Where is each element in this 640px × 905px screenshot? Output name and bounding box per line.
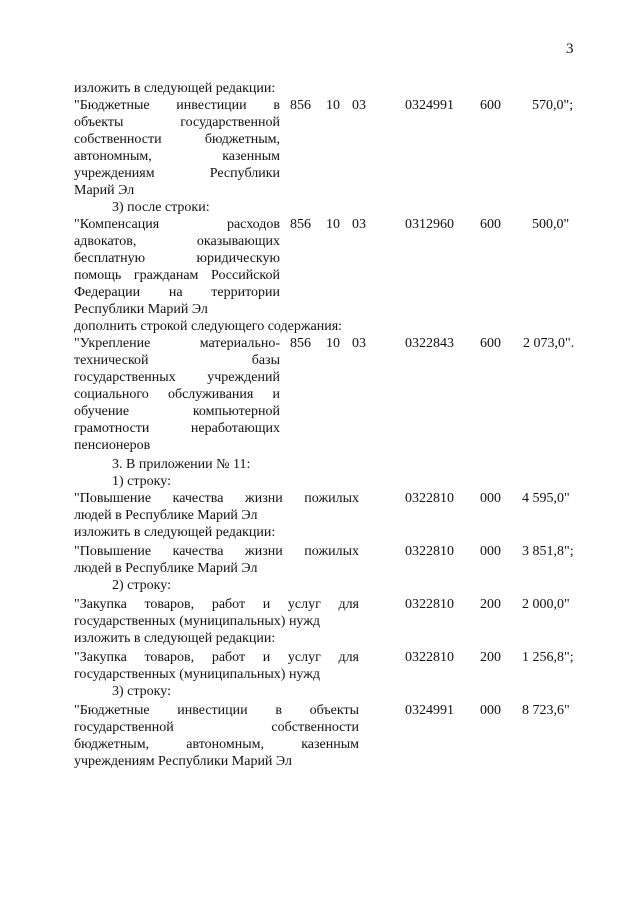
name-line: "Компенсация расходов [74, 217, 280, 232]
article-code: 0324991 [405, 703, 454, 718]
name-line: обучение компьютерной [74, 404, 280, 419]
section-code: 10 [326, 98, 340, 113]
sub-item-label: 1) строку: [112, 474, 171, 489]
article-code: 0322810 [405, 650, 454, 665]
expense-type-code: 000 [480, 491, 501, 506]
name-line: бюджетным, автономным, казенным [74, 737, 359, 752]
sub-item-label: 2) строку: [112, 578, 171, 593]
name-line: людей в Республике Марий Эл [74, 561, 258, 576]
amount-value: 8 723,6" [522, 703, 570, 718]
name-line: помощь гражданам Российской [74, 268, 280, 283]
name-line: собственности бюджетным, [74, 132, 280, 147]
name-line: адвокатов, оказывающих [74, 234, 280, 249]
intro-text: изложить в следующей редакции: [74, 81, 276, 96]
article-code: 0322810 [405, 491, 454, 506]
expense-type-code: 600 [480, 336, 501, 351]
ministry-code: 856 [290, 336, 311, 351]
name-line: "Повышение качества жизни пожилых [74, 491, 359, 506]
article-code: 0324991 [405, 98, 454, 113]
name-line: пенсионеров [74, 438, 151, 453]
name-line: "Закупка товаров, работ и услуг для [74, 597, 359, 612]
name-line: государственных (муниципальных) нужд [74, 614, 321, 629]
intro-text: 3) после строки: [112, 200, 210, 215]
article-code: 0322810 [405, 597, 454, 612]
name-line: технической базы [74, 353, 280, 368]
amount-value: 570,0"; [532, 98, 574, 113]
name-line: Республики Марий Эл [74, 302, 208, 317]
name-line: Федерации на территории [74, 285, 280, 300]
name-line: Марий Эл [74, 183, 135, 198]
expense-type-code: 000 [480, 544, 501, 559]
amount-value: 500,0" [532, 217, 570, 232]
ministry-code: 856 [290, 217, 311, 232]
name-line: государственных учреждений [74, 370, 280, 385]
amount-value: 2 073,0". [523, 336, 575, 351]
article-code: 0312960 [405, 217, 454, 232]
name-line: социального обслуживания и [74, 387, 280, 402]
expense-type-code: 600 [480, 217, 501, 232]
section-heading: 3. В приложении № 11: [112, 457, 251, 472]
article-code: 0322810 [405, 544, 454, 559]
expense-type-code: 200 [480, 597, 501, 612]
amount-value: 2 000,0" [522, 597, 570, 612]
amount-value: 1 256,8"; [522, 650, 574, 665]
name-line: государственной собственности [74, 720, 359, 735]
name-line: "Закупка товаров, работ и услуг для [74, 650, 359, 665]
edit-instruction: изложить в следующей редакции: [74, 631, 276, 646]
name-line: учреждениям Республики Марий Эл [74, 754, 292, 769]
name-line: грамотности неработающих [74, 421, 280, 436]
name-line: бесплатную юридическую [74, 251, 280, 266]
amount-value: 4 595,0" [522, 491, 570, 506]
sub-item-label: 3) строку: [112, 684, 171, 699]
article-code: 0322843 [405, 336, 454, 351]
name-line: "Укрепление материально- [74, 336, 280, 351]
section-code: 10 [326, 336, 340, 351]
name-line: учреждениям Республики [74, 166, 280, 181]
page-number: 3 [566, 41, 574, 57]
name-line: "Бюджетные инвестиции в [74, 98, 280, 113]
name-line: "Бюджетные инвестиции в объекты [74, 703, 359, 718]
subsection-code: 03 [352, 217, 366, 232]
subsection-code: 03 [352, 336, 366, 351]
edit-instruction: изложить в следующей редакции: [74, 525, 276, 540]
name-line: объекты государственной [74, 115, 280, 130]
name-line: государственных (муниципальных) нужд [74, 667, 321, 682]
subsection-code: 03 [352, 98, 366, 113]
name-line: "Повышение качества жизни пожилых [74, 544, 359, 559]
expense-type-code: 000 [480, 703, 501, 718]
ministry-code: 856 [290, 98, 311, 113]
section-code: 10 [326, 217, 340, 232]
expense-type-code: 600 [480, 98, 501, 113]
amount-value: 3 851,8"; [522, 544, 574, 559]
name-line: автономным, казенным [74, 149, 280, 164]
name-line: людей в Республике Марий Эл [74, 508, 258, 523]
expense-type-code: 200 [480, 650, 501, 665]
intro-text: дополнить строкой следующего содержания: [74, 319, 343, 334]
